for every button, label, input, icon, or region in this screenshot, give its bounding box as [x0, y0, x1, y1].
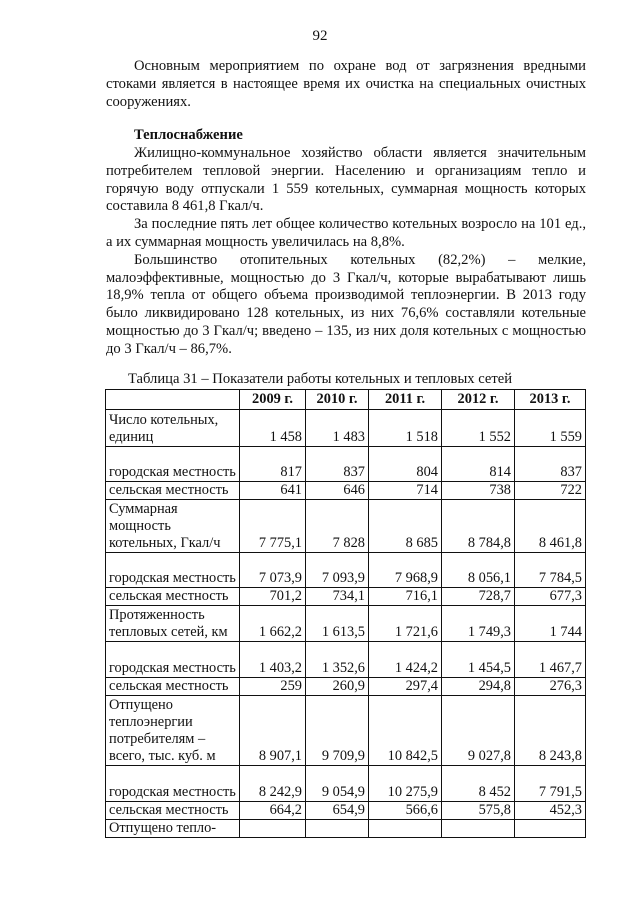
row-label: Суммарная мощность котельных, Гкал/ч — [106, 500, 240, 553]
table-cell: 294,8 — [442, 678, 515, 696]
table-cell: 9 054,9 — [306, 766, 369, 802]
table-cell: 837 — [306, 447, 369, 482]
table-cell: 646 — [306, 482, 369, 500]
table-row — [106, 606, 586, 642]
table-cell — [442, 820, 515, 838]
row-label: сельская местность — [106, 802, 240, 820]
table-cell: 8 784,8 — [442, 500, 515, 553]
table-cell: 566,6 — [369, 802, 442, 820]
table-cell: 1 749,3 — [442, 606, 515, 642]
table-cell: 701,2 — [240, 588, 306, 606]
table-cell: 8 461,8 — [515, 500, 586, 553]
table-cell: 814 — [442, 447, 515, 482]
table-header-cell: 2013 г. — [515, 390, 586, 410]
table-cell: 297,4 — [369, 678, 442, 696]
table-header-cell: 2012 г. — [442, 390, 515, 410]
table-cell: 1 454,5 — [442, 642, 515, 678]
paragraph: Основным мероприятием по охране вод от загрязнения вредными стоками является в настоящее время их очистка на специальных очистных сооружениях. — [106, 58, 586, 110]
table-cell: 8 907,1 — [240, 696, 306, 766]
table-cell: 7 784,5 — [515, 553, 586, 588]
table-cell: 1 518 — [369, 410, 442, 447]
table-cell — [306, 820, 369, 838]
table-header-cell: 2009 г. — [240, 390, 306, 410]
table-row — [106, 696, 586, 766]
table-row — [106, 820, 586, 838]
table-row — [106, 588, 586, 606]
table-row — [106, 410, 586, 447]
table-header-row — [106, 390, 586, 410]
table-cell: 9 027,8 — [442, 696, 515, 766]
row-label: сельская местность — [106, 482, 240, 500]
table-cell: 276,3 — [515, 678, 586, 696]
table-cell: 1 424,2 — [369, 642, 442, 678]
table-cell: 7 775,1 — [240, 500, 306, 553]
row-label: городская местность — [106, 642, 240, 678]
table-cell: 714 — [369, 482, 442, 500]
table-cell: 1 744 — [515, 606, 586, 642]
row-label: городская местность — [106, 766, 240, 802]
table-cell: 260,9 — [306, 678, 369, 696]
row-label: городская местность — [106, 447, 240, 482]
table-row — [106, 482, 586, 500]
section-heading: Теплоснабжение — [134, 127, 243, 143]
table-header-cell: 2010 г. — [306, 390, 369, 410]
table-cell: 1 458 — [240, 410, 306, 447]
table-cell: 1 467,7 — [515, 642, 586, 678]
table-cell: 8 452 — [442, 766, 515, 802]
row-label: городская местность — [106, 553, 240, 588]
table-row — [106, 447, 586, 482]
table-cell: 1 721,6 — [369, 606, 442, 642]
table-cell: 8 056,1 — [442, 553, 515, 588]
data-table — [105, 389, 586, 838]
table-row — [106, 642, 586, 678]
table-cell: 722 — [515, 482, 586, 500]
row-label: сельская местность — [106, 588, 240, 606]
row-label: сельская местность — [106, 678, 240, 696]
table-cell: 575,8 — [442, 802, 515, 820]
table-cell: 1 613,5 — [306, 606, 369, 642]
table-cell: 9 709,9 — [306, 696, 369, 766]
table-row — [106, 678, 586, 696]
paragraph: Большинство отопительных котельных (82,2%) – мелкие, малоэффективные, мощностью до 3 Гкал/ч, которые вырабатывают лишь 18,9% тепла от общего объема производимой теплоэнергии. В 2013 году было ликвидировано 128 котельных, из них 76,6% составляли котельные мощностью до 3 Гкал/ч; введено – 135, из них доля котельных с мощностью до 3 Гкал/ч – 86,7%. — [106, 251, 586, 357]
table-cell: 1 552 — [442, 410, 515, 447]
row-label: Отпущено теплоэнергии потребителям – всего, тыс. куб. м — [106, 696, 240, 766]
table-cell: 452,3 — [515, 802, 586, 820]
table-cell: 1 559 — [515, 410, 586, 447]
table-cell: 641 — [240, 482, 306, 500]
table-row — [106, 802, 586, 820]
table-cell: 677,3 — [515, 588, 586, 606]
table-cell: 8 243,8 — [515, 696, 586, 766]
table-cell: 259 — [240, 678, 306, 696]
table-cell: 7 968,9 — [369, 553, 442, 588]
table-cell: 7 828 — [306, 500, 369, 553]
table-cell: 1 352,6 — [306, 642, 369, 678]
row-label: Протяженность тепловых сетей, км — [106, 606, 240, 642]
table-cell: 10 842,5 — [369, 696, 442, 766]
paragraph: За последние пять лет общее количество котельных возросло на 101 ед., а их суммарная мощность увеличилась на 8,8%. — [106, 216, 586, 250]
table-cell: 716,1 — [369, 588, 442, 606]
page-number: 92 — [312, 28, 328, 44]
table-row — [106, 500, 586, 553]
table-cell: 10 275,9 — [369, 766, 442, 802]
table-cell: 8 242,9 — [240, 766, 306, 802]
table-row — [106, 553, 586, 588]
main-text — [106, 145, 586, 359]
paragraph: Жилищно-коммунальное хозяйство области является значительным потребителем тепловой энергии. Населению и организациям тепло и горячую воду отпускали 1 559 котельных, суммарная мощность которых составила 8 461,8 Гкал/ч. — [106, 145, 586, 215]
intro-text — [106, 58, 586, 111]
table-header-cell: 2011 г. — [369, 390, 442, 410]
table-cell: 804 — [369, 447, 442, 482]
table-row — [106, 766, 586, 802]
table-cell: 7 093,9 — [306, 553, 369, 588]
table-header-cell — [106, 390, 240, 410]
row-label: Число котельных, единиц — [106, 410, 240, 447]
row-label: Отпущено тепло- — [106, 820, 240, 838]
table-cell — [515, 820, 586, 838]
table-cell: 7 791,5 — [515, 766, 586, 802]
table-caption: Таблица 31 – Показатели работы котельных и тепловых сетей — [127, 371, 513, 387]
table-cell: 7 073,9 — [240, 553, 306, 588]
table-cell: 1 403,2 — [240, 642, 306, 678]
table-cell: 734,1 — [306, 588, 369, 606]
table-cell: 664,2 — [240, 802, 306, 820]
table-cell: 8 685 — [369, 500, 442, 553]
table-cell — [369, 820, 442, 838]
table-cell: 654,9 — [306, 802, 369, 820]
table-cell — [240, 820, 306, 838]
table-cell: 728,7 — [442, 588, 515, 606]
table-cell: 1 662,2 — [240, 606, 306, 642]
table-cell: 817 — [240, 447, 306, 482]
table-cell: 837 — [515, 447, 586, 482]
table-cell: 738 — [442, 482, 515, 500]
table-cell: 1 483 — [306, 410, 369, 447]
